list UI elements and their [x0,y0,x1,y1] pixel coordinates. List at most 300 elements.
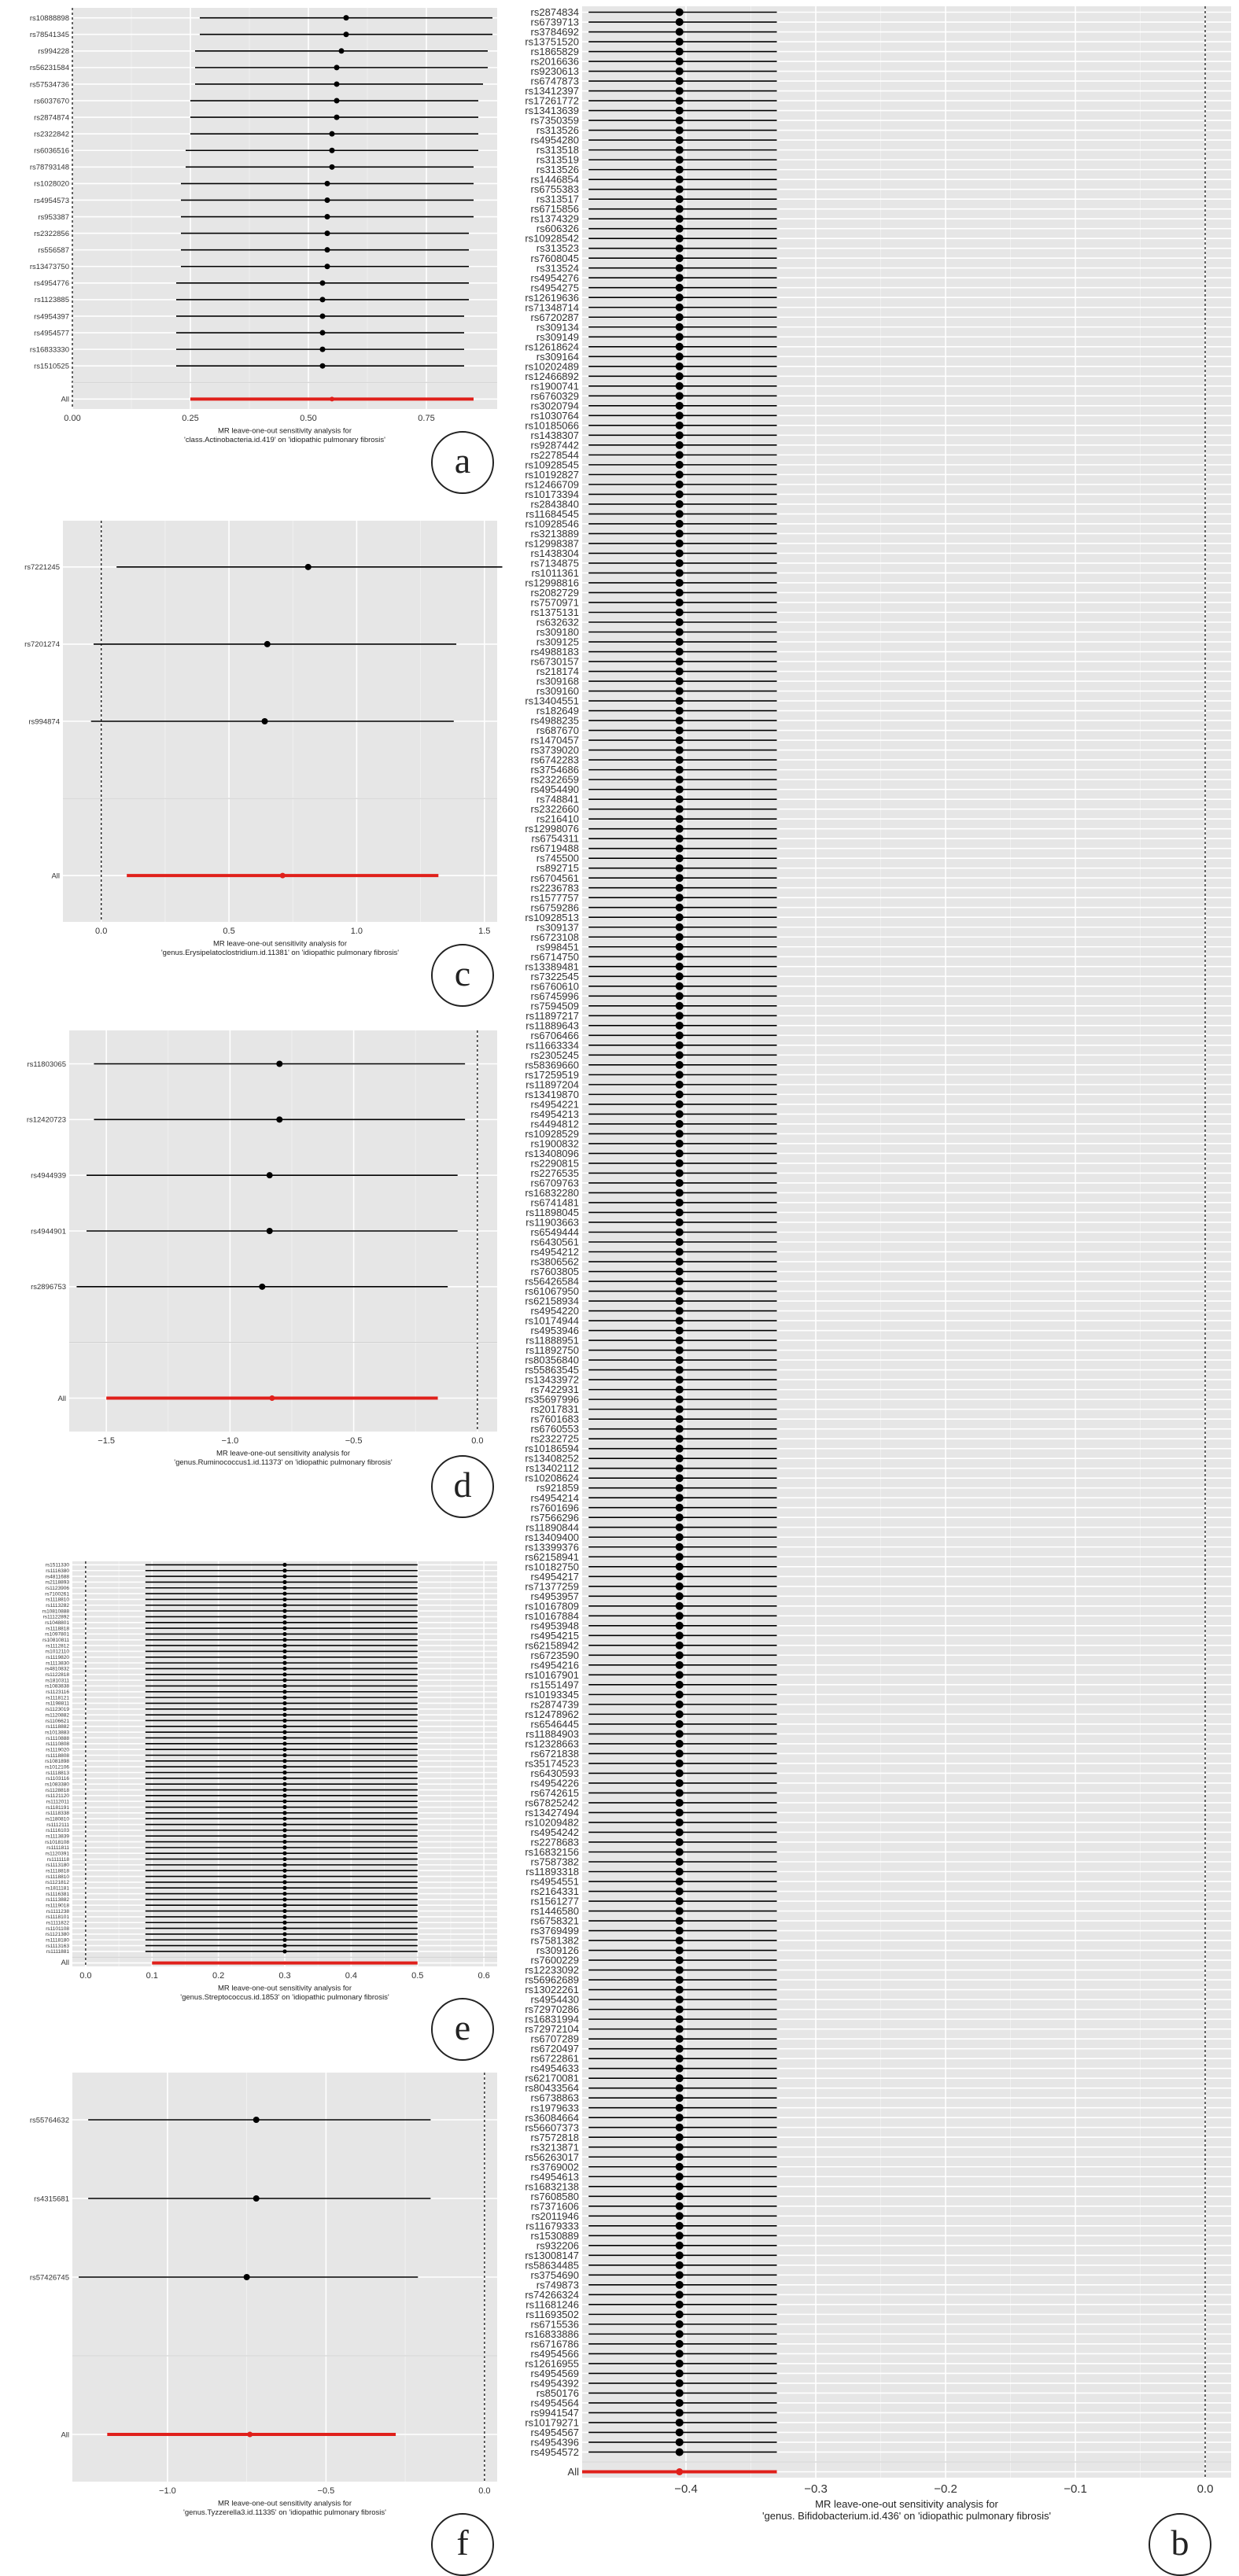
snp-estimate-point [282,1852,286,1856]
snp-estimate-point [676,805,684,813]
snp-label: rs1123906 [45,1586,69,1592]
snp-estimate-point [282,1638,286,1642]
snp-estimate-point [676,1592,684,1600]
snp-label: rs309180 [536,626,579,639]
snp-label: rs16832280 [525,1187,579,1200]
snp-label: rs4954221 [530,1098,579,1111]
snp-label: rs1081898 [45,1759,69,1765]
x-tick-label: 0.2 [212,1971,225,1981]
snp-label: rs12618624 [525,341,579,353]
snp-estimate-point [676,352,684,360]
snp-estimate-point [282,1719,286,1723]
snp-estimate-point [676,1760,684,1767]
snp-estimate-point [282,1793,286,1797]
snp-estimate-point [282,1857,286,1861]
snp-estimate-point [676,1208,684,1216]
snp-label: rs1110808 [46,1741,69,1748]
snp-estimate-point [339,48,345,53]
snp-label: rs1118818 [46,1626,69,1632]
snp-label: rs6716786 [530,2338,579,2350]
x-axis-title: 'genus.Erysipelatoclostridium.id.11381' on 'idiopathic pulmonary fibrosis' [160,949,400,957]
snp-label: rs7600229 [530,1954,579,1966]
snp-label: rs6722861 [530,2052,579,2065]
snp-label: rs12328663 [525,1738,579,1750]
snp-estimate-point [282,1944,286,1948]
snp-label: rs1113180 [46,1863,69,1869]
snp-label: rs62158934 [525,1295,579,1307]
snp-label: rs998451 [536,941,579,953]
snp-estimate-point [676,500,684,508]
snp-label: rs1113882 [46,1897,69,1903]
snp-estimate-point [676,648,684,656]
snp-estimate-point [282,1771,286,1774]
snp-label: rs1811181 [46,1885,69,1892]
snp-estimate-point [282,1748,286,1752]
snp-label: rs7594509 [530,1000,579,1012]
snp-estimate-point [676,1572,684,1580]
snp-label: rs4954215 [530,1629,579,1642]
snp-estimate-point [676,559,684,567]
snp-label: rs1446854 [530,173,579,186]
snp-estimate-point [676,1533,684,1541]
snp-label: rs62158942 [525,1639,579,1652]
snp-label: rs4954567 [530,2427,579,2439]
snp-estimate-point [676,313,684,321]
snp-label: rs12233092 [525,1964,579,1977]
snp-label: rs6742283 [530,754,579,766]
snp-estimate-point [676,1553,684,1561]
snp-label: rs2305245 [530,1048,579,1061]
snp-label: rs309125 [536,636,579,648]
snp-label: rs13404551 [525,695,579,707]
snp-label: rs1123019 [45,1707,69,1713]
snp-label: rs313517 [536,193,579,205]
snp-label: rs1111118 [46,1856,69,1863]
snp-label: rs12998387 [525,537,579,550]
snp-estimate-point [676,2360,684,2368]
snp-estimate-point [676,1307,684,1315]
snp-estimate-point [676,77,684,85]
snp-label: rs1116381 [46,1891,69,1897]
snp-label: rs1900741 [530,380,579,392]
snp-label: rs7371606 [530,2200,579,2213]
snp-label: rs57534736 [29,80,69,90]
snp-label: rs67825242 [525,1797,579,1809]
snp-label: rs10193345 [525,1688,579,1701]
snp-estimate-point [282,1649,286,1653]
x-tick-label: 0.00 [64,414,81,423]
snp-estimate-point [676,1710,684,1718]
snp-label: rs1577757 [530,891,579,904]
snp-estimate-point [676,2438,684,2446]
snp-label: rs13389481 [525,960,579,973]
snp-label: rs1979633 [530,2102,579,2114]
snp-estimate-point [676,668,684,676]
all-estimate-point [247,2432,253,2438]
snp-label: rs13433972 [525,1373,579,1386]
snp-label: rs6037670 [34,97,69,106]
snp-label: rs2276535 [530,1166,579,1179]
snp-label: rs11884903 [525,1727,579,1740]
snp-label: rs12466709 [525,478,579,491]
snp-estimate-point [676,2222,684,2230]
snp-estimate-point [282,1822,286,1826]
snp-estimate-point [676,2330,684,2338]
snp-estimate-point [676,2408,684,2416]
snp-estimate-point [253,2117,260,2123]
snp-estimate-point [676,1474,684,1482]
snp-estimate-point [676,382,684,390]
x-axis-title: 'class.Actinobacteria.id.419' on 'idiopathic pulmonary fibrosis' [184,436,385,444]
snp-estimate-point [244,2274,250,2280]
snp-estimate-point [676,1868,684,1876]
panel-label-f: f [431,2513,494,2576]
snp-label: rs71377259 [525,1580,579,1593]
snp-estimate-point [325,230,330,236]
snp-estimate-point [676,1465,684,1472]
snp-estimate-point [676,1808,684,1816]
snp-label: rs6715536 [530,2318,579,2331]
snp-estimate-point [676,127,684,135]
snp-estimate-point [676,1277,684,1285]
snp-estimate-point [676,638,684,646]
snp-estimate-point [676,1051,684,1059]
snp-label: rs13419870 [525,1088,579,1100]
chart-b [519,0,1239,2575]
snp-estimate-point [676,1730,684,1738]
snp-estimate-point [676,1720,684,1728]
snp-label: rs2278683 [530,1836,579,1848]
snp-estimate-point [334,81,340,87]
snp-estimate-point [676,87,684,95]
all-estimate-point [283,1961,286,1964]
snp-estimate-point [676,2045,684,2053]
snp-estimate-point [282,1620,286,1624]
snp-estimate-point [676,707,684,715]
snp-label: rs1111238 [46,1908,69,1914]
snp-estimate-point [676,1356,684,1364]
snp-estimate-point [262,718,268,724]
snp-label: rs4954276 [530,271,579,284]
snp-estimate-point [282,1840,286,1844]
snp-estimate-point [676,175,684,183]
snp-estimate-point [676,234,684,242]
snp-label: rs4954577 [34,329,69,338]
snp-label: rs6760329 [530,389,579,402]
snp-estimate-point [676,677,684,685]
snp-estimate-point [676,1494,684,1502]
x-axis-title: 'genus.Ruminococcus1.id.11373' on 'idiopathic pulmonary fibrosis' [174,1458,393,1467]
snp-estimate-point [282,1845,286,1849]
snp-estimate-point [676,156,684,164]
snp-estimate-point [676,736,684,744]
snp-label: rs313518 [536,144,579,157]
snp-estimate-point [676,795,684,803]
snp-estimate-point [676,264,684,272]
snp-estimate-point [282,1805,286,1809]
snp-estimate-point [253,2195,260,2202]
snp-estimate-point [676,372,684,380]
snp-label: rs10928542 [525,232,579,245]
snp-label: rs4954213 [530,1107,579,1120]
snp-estimate-point [282,1926,286,1930]
snp-estimate-point [676,588,684,596]
snp-estimate-point [334,64,340,70]
snp-label: rs4954776 [34,279,69,289]
snp-estimate-point [676,2349,684,2357]
snp-estimate-point [676,529,684,537]
snp-label: rs16832156 [525,1846,579,1859]
snp-estimate-point [676,2261,684,2269]
snp-label: rs1530889 [530,2229,579,2242]
snp-label: rs1181191 [46,1804,69,1811]
snp-estimate-point [676,1218,684,1226]
snp-label: rs6738863 [530,2091,579,2104]
snp-label: rs182649 [536,705,579,717]
snp-estimate-point [676,717,684,724]
snp-estimate-point [676,2065,684,2073]
snp-label: rs1113282 [46,1603,69,1609]
snp-label: rs4954275 [530,282,579,294]
snp-label: rs2322725 [530,1432,579,1445]
snp-estimate-point [676,166,684,174]
snp-estimate-point [334,115,340,120]
snp-estimate-point [676,618,684,626]
snp-label: rs2874834 [530,6,579,19]
snp-estimate-point [676,2094,684,2102]
snp-label: rs1112111 [46,1822,69,1828]
snp-label: rs6719488 [530,842,579,855]
snp-label: rs7566296 [530,1511,579,1524]
snp-estimate-point [282,1874,286,1878]
snp-label: rs4954490 [530,783,579,796]
snp-estimate-point [676,68,684,76]
snp-estimate-point [676,1120,684,1128]
snp-label: rs1511330 [45,1562,69,1568]
snp-estimate-point [676,1602,684,1610]
snp-estimate-point [282,1563,286,1567]
snp-label: rs932206 [536,2239,579,2252]
snp-estimate-point [676,2163,684,2171]
snp-label: rs6036516 [34,146,69,156]
snp-label: rs13408096 [525,1147,579,1159]
snp-label: rs7221245 [24,563,60,573]
snp-label: rs313526 [536,164,579,176]
snp-estimate-point [282,1880,286,1884]
all-label: All [61,395,69,404]
snp-label: rs10810888 [42,1609,69,1615]
snp-estimate-point [676,2015,684,2023]
snp-label: rs17259519 [525,1068,579,1081]
snp-label: rs71348714 [525,301,579,314]
snp-label: rs1012110 [45,1649,69,1655]
snp-label: rs4494812 [530,1118,579,1130]
snp-label: rs10186594 [525,1443,579,1455]
snp-label: rs16833886 [525,2327,579,2340]
panel-f [0,2065,503,2537]
snp-label: rs1048801 [45,1620,69,1627]
snp-label: rs62158941 [525,1550,579,1563]
snp-label: rs10192827 [525,468,579,481]
snp-estimate-point [676,1435,684,1443]
snp-estimate-point [676,1041,684,1049]
snp-estimate-point [676,608,684,616]
snp-estimate-point [676,913,684,921]
snp-estimate-point [676,1642,684,1649]
snp-estimate-point [676,107,684,115]
snp-label: rs1113163 [46,1943,69,1949]
snp-label: rs78541345 [29,31,69,40]
snp-label: rs309149 [536,330,579,343]
snp-label: rs1438304 [530,547,579,559]
snp-label: rs309160 [536,685,579,698]
snp-estimate-point [282,1776,286,1780]
snp-estimate-point [676,441,684,449]
snp-label: rs3806562 [530,1255,579,1268]
snp-estimate-point [676,2192,684,2200]
snp-label: rs4954551 [530,1875,579,1888]
snp-estimate-point [676,1258,684,1266]
snp-label: rs1118338 [46,1811,69,1817]
snp-estimate-point [676,1651,684,1659]
snp-estimate-point [282,1609,286,1612]
snp-estimate-point [676,1947,684,1955]
snp-estimate-point [325,247,330,252]
snp-estimate-point [676,2448,684,2456]
snp-label: rs6707289 [530,2032,579,2045]
snp-estimate-point [676,2399,684,2407]
snp-estimate-point [282,1741,286,1745]
snp-label: rs10928546 [525,518,579,530]
snp-estimate-point [676,2035,684,2043]
snp-label: rs6549444 [530,1226,579,1239]
snp-estimate-point [676,874,684,882]
panel-a [0,0,503,444]
snp-estimate-point [676,363,684,370]
snp-label: rs11897204 [525,1078,579,1091]
snp-estimate-point [676,2133,684,2141]
snp-label: rs6721838 [530,1747,579,1760]
snp-estimate-point [676,38,684,46]
snp-label: rs4954569 [530,2367,579,2379]
snp-estimate-point [676,1799,684,1807]
snp-label: rs1116103 [46,1828,69,1834]
snp-label: rs2011946 [531,2209,579,2222]
snp-estimate-point [676,245,684,252]
snp-label: rs1012106 [45,1764,69,1771]
snp-label: rs7601696 [530,1502,579,1514]
snp-estimate-point [282,1932,286,1936]
snp-label: rs1118818 [46,1868,69,1874]
panel-label-e: e [431,1998,494,2061]
snp-label: rs11903663 [525,1216,579,1229]
snp-label: rs1101108 [46,1926,69,1932]
snp-label: rs13427494 [525,1807,579,1819]
x-tick-label: 0.50 [300,414,317,423]
x-tick-label: 0.0 [95,927,108,936]
snp-estimate-point [282,1626,286,1630]
x-axis-title: MR leave-one-out sensitivity analysis for [815,2498,998,2510]
snp-estimate-point [676,1110,684,1118]
x-tick-label: 0.6 [478,1971,490,1981]
all-label: All [57,1394,66,1403]
snp-label: rs1083838 [45,1683,69,1690]
snp-estimate-point [676,510,684,518]
snp-label: rs13408252 [525,1452,579,1465]
snp-estimate-point [282,1586,286,1590]
snp-label: rs6730157 [530,655,579,668]
snp-label: rs309126 [536,1944,579,1957]
snp-estimate-point [676,195,684,203]
snp-label: rs1113830 [46,1660,69,1667]
panel-e [0,1553,503,2025]
snp-estimate-point [282,1834,286,1838]
snp-estimate-point [676,48,684,56]
snp-estimate-point [676,2320,684,2328]
snp-label: rs1110888 [46,1735,69,1741]
snp-estimate-point [676,845,684,853]
x-tick-label: −1.5 [98,1436,116,1446]
snp-estimate-point [676,333,684,341]
snp-label: rs1470457 [530,734,579,746]
snp-estimate-point [676,1090,684,1098]
snp-estimate-point [676,2084,684,2092]
x-axis-title: MR leave-one-out sensitivity analysis for [216,1449,351,1458]
snp-label: rs7422931 [530,1384,579,1396]
snp-label: rs6760553 [530,1423,579,1435]
all-estimate-point [330,396,334,401]
snp-label: rs309134 [536,321,579,334]
snp-label: rs12616955 [525,2357,579,2370]
snp-label: rs6704561 [530,872,579,884]
snp-estimate-point [676,1317,684,1325]
snp-label: rs6430561 [530,1236,579,1248]
snp-label: rs1118180 [46,1937,69,1944]
snp-label: rs10179271 [525,2416,579,2429]
snp-estimate-point [676,1238,684,1246]
snp-estimate-point [676,864,684,872]
snp-estimate-point [282,1661,286,1665]
snp-label: rs7201274 [24,640,60,650]
snp-estimate-point [676,1268,684,1276]
x-tick-label: 0.5 [411,1971,424,1981]
snp-estimate-point [320,313,326,319]
snp-estimate-point [676,1347,684,1354]
snp-estimate-point [676,1828,684,1836]
snp-estimate-point [282,1782,286,1786]
snp-label: rs1561277 [530,1895,579,1907]
snp-estimate-point [676,1288,684,1295]
snp-estimate-point [676,658,684,665]
snp-estimate-point [320,330,326,336]
snp-label: rs632632 [536,616,579,628]
snp-label: rs4954396 [530,2436,579,2449]
snp-estimate-point [676,2025,684,2033]
snp-label: rs1111811 [46,1845,69,1852]
snp-label: rs13413639 [525,105,579,117]
snp-label: rs7601683 [530,1413,579,1425]
snp-estimate-point [676,2281,684,2289]
snp-estimate-point [676,2153,684,2161]
snp-estimate-point [325,197,330,203]
snp-label: rs11890844 [525,1521,579,1534]
snp-estimate-point [676,1996,684,2003]
x-tick-label: −0.2 [934,2482,957,2496]
snp-estimate-point [282,1684,286,1688]
snp-estimate-point [676,2183,684,2191]
snp-estimate-point [676,2074,684,2082]
snp-label: rs4811688 [45,1574,69,1580]
